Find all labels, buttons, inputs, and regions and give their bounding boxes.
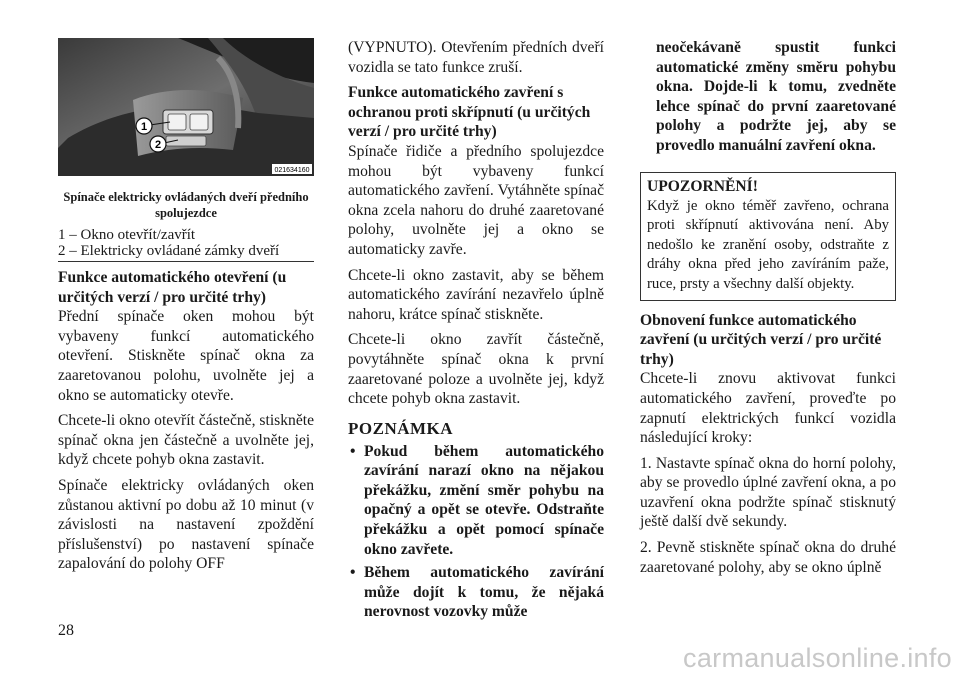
paragraph: 1. Nastavte spínač okna do horní polohy, aby se provedlo úplné zavření okna, a po uzavření okna podržte spínač stisknutý ještě další dvě sekundy. (640, 454, 896, 531)
column-1 (58, 38, 314, 574)
note-bullet: • Během automatického zavírání může dojít k tomu, že nějaká nerovnost vozovky může (348, 563, 604, 622)
paragraph-continuation: (VYPNUTO). Otevřením předních dveří vozidla se tato funkce zruší. (348, 39, 604, 76)
warning-text: Když je okno téměř zavřeno, ochrana proti skřípnutí aktivována není. Aby nedošlo ke zranění osoby, odstraňte z dráhy okna před jeho zavíráním paže, ruce, prsty a všechny další objekty. (647, 197, 889, 292)
paragraph: Chcete-li okno otevřít částečně, stiskněte spínač okna jen částečně a uvolněte jej, když chcete pohyb okna zastavit. (58, 412, 314, 469)
paragraph: Přední spínače oken mohou být vybaveny funkcí automatického otevření. Stiskněte spínač okna za zaaretovanou polohu, uvolněte jej a okno se automaticky otevře. (58, 308, 314, 404)
paragraph: Chcete-li znovu aktivovat funkci automatického zavření, proveďte po zapnutí elektrických funkcí vozidla následující kroky: (640, 370, 896, 447)
note-bullet-continuation: neočekávaně spustit funkci automatické změny směru pohybu okna. Dojde-li k tomu, zvedněte lehce spínač do první zaaretované polohy a podržte jej, aby se provedlo manuální zavření okna. (656, 39, 896, 154)
paragraph: Spínače řidiče a předního spolujezdce mohou být vybaveny funkcí automatického zavření. Vytáhněte spínač okna zcela nahoru do druhé zaaretované polohy, uvolněte jej a okno se automaticky zavře. (348, 142, 604, 258)
column-3 (640, 38, 896, 577)
note-list (348, 442, 604, 622)
figure-legend (58, 227, 314, 262)
figure-code: 021634160 (274, 167, 310, 174)
warning-title: UPOZORNĚNÍ! (647, 177, 758, 195)
watermark: carmanualsonline.info (683, 643, 952, 673)
paragraph: 2. Pevně stiskněte spínač okna do druhé zaaretované polohy, aby se okno úplně (640, 539, 896, 576)
note-title: POZNÁMKA (348, 418, 454, 438)
legend-item-2: 2 – Elektricky ovládané zámky dveří (58, 243, 280, 259)
section-heading-reset: Obnovení funkce automatického zavření (u určitých verzí / pro určité trhy) (640, 311, 882, 368)
door-switch-photo (58, 38, 314, 176)
note-bullet: • Pokud během automatického zavírání narazí okno na nějakou překážku, změní směr pohybu na opačný a opět se otevře. Odstraňte překážku a opět pomocí spínače okno zavřete. (348, 442, 604, 560)
section-heading-auto-down: Funkce automatického otevření (u určitých verzí / pro určité trhy) (58, 269, 287, 306)
legend-item-1: 1 – Okno otevřít/zavřít (58, 227, 196, 243)
paragraph: Chcete-li okno zavřít částečně, povytáhněte spínač okna k první zaaretované poloze a uvolněte jej, když chcete pohyb okna zastavit. (348, 331, 604, 408)
callout-2-label: 2 (154, 139, 162, 151)
column-2 (348, 38, 604, 626)
figure-caption: Spínače elektricky ovládaných dveří předního spolujezdce (63, 190, 309, 220)
callout-1-label: 1 (140, 121, 148, 133)
paragraph: Chcete-li okno zastavit, aby se během automatického zavírání nezavřelo úplně nahoru, krátce spínač stiskněte. (348, 266, 604, 323)
section-heading-auto-up: Funkce automatického zavření s ochranou proti skřípnutí (u určitých verzí / pro určité trhy) (348, 84, 591, 141)
page-number: 28 (58, 622, 74, 639)
paragraph: Spínače elektricky ovládaných oken zůstanou aktivní po dobu až 10 minut (v závislosti na nastavení zpoždění příslušenství) po nastavení spínače zapalování do polohy OFF (58, 476, 314, 573)
warning-box (640, 172, 896, 301)
